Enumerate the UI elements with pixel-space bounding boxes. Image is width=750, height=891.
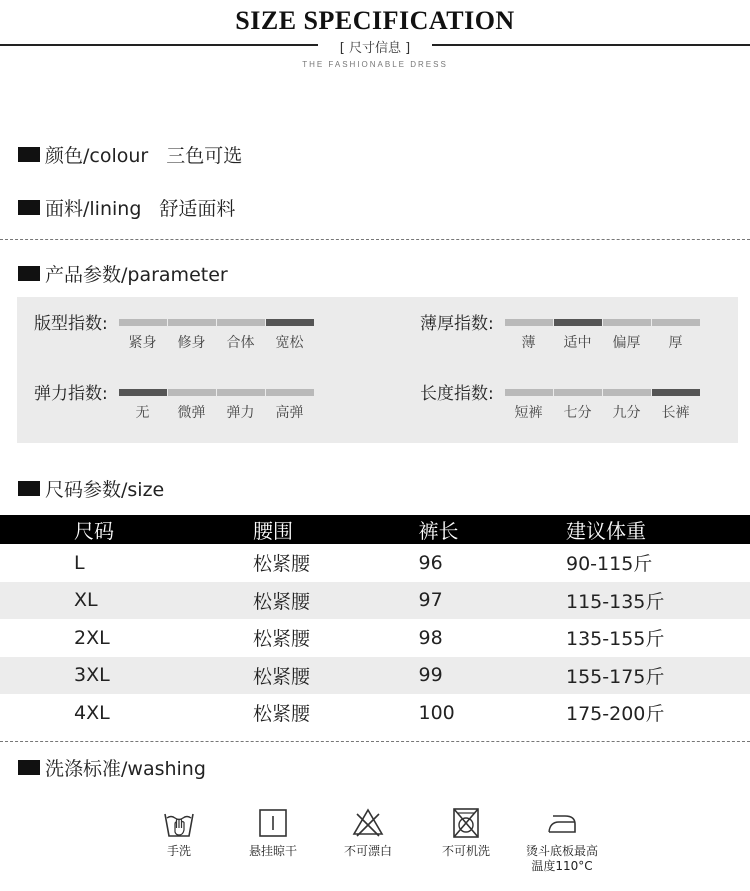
- table-cell: 96: [418, 551, 443, 574]
- table-cell: 100: [418, 701, 455, 724]
- bullet-square-icon: [18, 760, 40, 775]
- table-cell: 松紧腰: [253, 553, 311, 576]
- subtitle-en: THE FASHIONABLE DRESS: [302, 60, 448, 69]
- parameter-heading: [18, 261, 228, 285]
- section-divider: [0, 741, 750, 742]
- param-option: [265, 389, 314, 422]
- param-option: [504, 319, 553, 352]
- colour-row: [18, 142, 242, 166]
- table-row: [0, 619, 750, 657]
- wash-label: 手洗: [166, 844, 191, 858]
- param-label: 版型指数:: [34, 314, 108, 334]
- param-group: [420, 367, 700, 422]
- no-machine-wash-icon: [449, 806, 483, 840]
- param-option-label: 弹力: [226, 405, 255, 421]
- param-option-label: 高弹: [275, 405, 304, 421]
- size-table: [0, 515, 750, 732]
- param-option: [216, 319, 265, 352]
- param-option-label: 修身: [177, 335, 206, 351]
- param-bar: [119, 319, 167, 326]
- param-option-label: 长裤: [661, 405, 690, 421]
- wash-item-hang-dry: [218, 806, 328, 859]
- table-cell: 松紧腰: [253, 628, 311, 651]
- table-cell: 松紧腰: [165, 582, 323, 620]
- param-bar-selected: [266, 319, 314, 326]
- param-bar: [505, 319, 553, 326]
- param-bar: [505, 389, 553, 396]
- param-option-label: 七分: [563, 405, 592, 421]
- param-option: [167, 319, 216, 352]
- wash-label: [526, 844, 598, 874]
- param-group: [34, 367, 314, 422]
- page-title: SIZE SPECIFICATION: [235, 6, 515, 35]
- param-option-label: 厚: [668, 335, 683, 351]
- param-option-label: 无: [135, 405, 150, 421]
- washing-heading-text: 洗涤标准/washing: [45, 757, 206, 780]
- param-label: 弹力指数:: [34, 384, 108, 404]
- param-bar-selected: [119, 389, 167, 396]
- title-divider-right: [432, 44, 750, 46]
- param-option-label: 宽松: [275, 335, 304, 351]
- table-row: [0, 694, 750, 732]
- param-option-label: 薄: [521, 335, 536, 351]
- param-option: [504, 389, 553, 422]
- table-cell: 98: [418, 626, 443, 649]
- table-cell: 99: [323, 657, 481, 695]
- wash-item-iron: [507, 806, 617, 874]
- table-cell: 3XL: [0, 657, 165, 695]
- table-cell: XL: [0, 582, 165, 620]
- column-header: 裤长: [323, 515, 481, 544]
- param-option: [118, 389, 167, 422]
- param-bar: [554, 389, 602, 396]
- param-option-label: 紧身: [128, 335, 157, 351]
- table-cell: 155-175斤: [480, 657, 750, 695]
- parameter-heading-text: 产品参数/parameter: [45, 263, 228, 286]
- param-bar: [217, 389, 265, 396]
- table-cell: 松紧腰: [165, 657, 323, 695]
- table-cell: 90-115斤: [566, 553, 653, 576]
- table-cell: L: [74, 551, 85, 574]
- title-divider-left: [0, 44, 318, 46]
- param-option-label: 九分: [612, 405, 641, 421]
- iron-icon: [545, 806, 579, 840]
- column-header: 腰围: [165, 515, 323, 544]
- param-label: 长度指数:: [420, 384, 494, 404]
- param-scale: [118, 319, 314, 352]
- hand-wash-icon: [162, 806, 196, 840]
- table-cell: 松紧腰: [253, 703, 311, 726]
- wash-item-no-bleach: [313, 806, 423, 859]
- param-option-label: 合体: [226, 335, 255, 351]
- table-cell: 4XL: [74, 701, 110, 724]
- size-table-header: [0, 515, 750, 544]
- column-header: 建议体重: [480, 515, 750, 544]
- table-cell: 135-155斤: [566, 628, 665, 651]
- wash-label-line2: 温度110°C: [531, 859, 593, 873]
- wash-label: 不可机洗: [441, 844, 490, 858]
- section-divider: [0, 239, 750, 240]
- param-bar: [168, 319, 216, 326]
- param-bar: [603, 319, 651, 326]
- param-bar: [168, 389, 216, 396]
- param-bar: [603, 389, 651, 396]
- param-option: [118, 319, 167, 352]
- param-option-label: 短裤: [514, 405, 543, 421]
- size-heading-text: 尺码参数/size: [45, 478, 165, 501]
- table-row: [0, 582, 750, 620]
- param-option: [651, 389, 700, 422]
- param-scale: [504, 319, 700, 352]
- param-option: [265, 319, 314, 352]
- wash-label: 不可漂白: [343, 844, 392, 858]
- no-bleach-icon: [351, 806, 385, 840]
- wash-label-line1: 烫斗底板最高: [525, 844, 598, 858]
- washing-heading: [18, 755, 206, 779]
- lining-value: 舒适面料: [159, 197, 236, 220]
- param-option: [553, 389, 602, 422]
- param-option-label: 微弹: [177, 405, 206, 421]
- param-option-label: 偏厚: [612, 335, 641, 351]
- table-cell: 115-135斤: [480, 582, 750, 620]
- param-option: [651, 319, 700, 352]
- bullet-square-icon: [18, 200, 40, 215]
- param-bar-selected: [652, 389, 700, 396]
- column-header: 尺码: [0, 515, 165, 544]
- subtitle-cn: [ 尺寸信息 ]: [339, 41, 411, 56]
- parameter-panel: [17, 297, 738, 443]
- param-label: 薄厚指数:: [420, 314, 494, 334]
- param-option: [216, 389, 265, 422]
- bullet-square-icon: [18, 266, 40, 281]
- param-bar-selected: [554, 319, 602, 326]
- lining-label: 面料/lining: [45, 197, 142, 220]
- hang-dry-icon: [256, 806, 290, 840]
- table-row: [0, 544, 750, 582]
- colour-label: 颜色/colour: [45, 144, 149, 167]
- param-bar: [217, 319, 265, 326]
- table-cell: 175-200斤: [566, 703, 665, 726]
- param-bar: [266, 389, 314, 396]
- bullet-square-icon: [18, 147, 40, 162]
- table-cell: 97: [323, 582, 481, 620]
- param-option-label: 适中: [563, 335, 592, 351]
- param-group: [34, 297, 314, 352]
- bullet-square-icon: [18, 481, 40, 496]
- param-bar: [652, 319, 700, 326]
- param-option: [167, 389, 216, 422]
- param-option: [602, 319, 651, 352]
- table-cell: 2XL: [74, 626, 110, 649]
- wash-label: 悬挂晾干: [248, 844, 297, 858]
- wash-item-no-machine-wash: [411, 806, 521, 859]
- size-heading: [18, 476, 164, 500]
- lining-row: [18, 195, 235, 219]
- table-row: [0, 657, 750, 695]
- colour-value: 三色可选: [166, 144, 243, 167]
- param-scale: [118, 389, 314, 422]
- param-option: [553, 319, 602, 352]
- param-scale: [504, 389, 700, 422]
- param-option: [602, 389, 651, 422]
- param-group: [420, 297, 700, 352]
